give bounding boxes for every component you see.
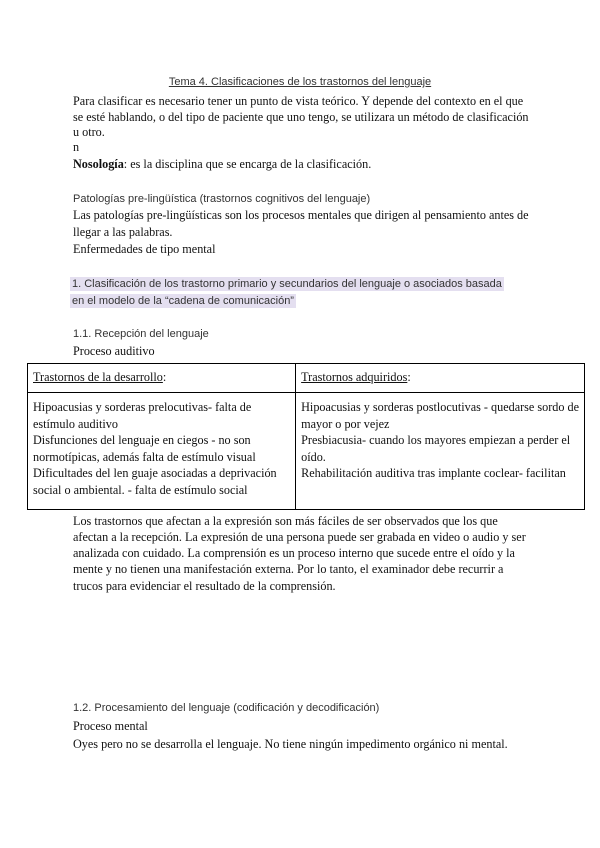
- cell-line: mayor o por vejez: [301, 416, 390, 431]
- header-suffix: :: [162, 370, 167, 384]
- table-header-cell: [296, 364, 585, 393]
- paragraph-line: trucos para evidenciar el resultado de la comprensión.: [73, 579, 336, 593]
- intro-line: Para clasificar es necesario tener un punto de vista teórico. Y depende del contexto en el que: [73, 94, 524, 108]
- cell-line: Disfunciones del lenguaje en ciegos - no son: [33, 433, 251, 447]
- table-cell-acquired: [296, 393, 585, 510]
- header-label: Trastornos adquiridos: [301, 370, 408, 384]
- cell-line: normotípicas, además falta de estímulo visual: [33, 449, 256, 464]
- nosologia-term: Nosología: [73, 157, 124, 171]
- section1-1-heading: 1.1. Recepción del lenguaje: [73, 328, 209, 340]
- cell-line: Hipoacusias y sorderas prelocutivas- falta de: [33, 400, 252, 414]
- nosologia-text: : es la disciplina que se encarga de la clasificación.: [123, 157, 372, 171]
- header-label: Trastornos de la desarrollo: [33, 370, 163, 384]
- intro-line: u otro.: [73, 125, 105, 139]
- section1-2-text: Oyes pero no se desarrolla el lenguaje. No tiene ningún impedimento orgánico ni mental.: [73, 737, 508, 751]
- paragraph-line: afectan a la recepción. La expresión de una persona puede ser grabada en video o audio y ser: [73, 530, 526, 544]
- section1-2-subtitle: Proceso mental: [73, 719, 148, 733]
- table-cell-developmental: [28, 393, 296, 510]
- intro-line: se esté hablando, o del tipo de paciente que uno tengo, se utilizara un método de clasificación: [73, 110, 529, 124]
- header-suffix: :: [407, 370, 411, 384]
- section1-heading: [70, 293, 296, 309]
- disorders-table: [27, 363, 585, 510]
- prelinguistica-line: Las patologías pre-lingüísticas son los procesos mentales que dirigen al pensamiento antes de: [73, 208, 529, 222]
- section1-heading-line: 1. Clasificación de los trastorno primario y secundarios del lenguaje o asociados basada: [72, 278, 502, 290]
- paragraph-line: Los trastornos que afectan a la expresión son más fáciles de ser observados que los que: [73, 514, 498, 528]
- prelinguistica-line: Enfermedades de tipo mental: [73, 242, 216, 256]
- intro-line: n: [73, 140, 80, 154]
- section1-2-heading: 1.2. Procesamiento del lenguaje (codificación y decodificación): [73, 702, 380, 714]
- cell-line: Presbiacusia- cuando los mayores empiezan a perder el: [301, 433, 571, 447]
- section1-heading-line: en el modelo de la “cadena de comunicación”: [72, 295, 294, 307]
- document-title: Tema 4. Clasificaciones de los trastornos del lenguaje: [168, 76, 432, 88]
- paragraph-line: analizada con cuidado. La comprensión es un proceso interno que sucede entre el oído y la: [73, 546, 515, 560]
- cell-line: Hipoacusias y sorderas postlocutivas - quedarse sordo de: [301, 400, 579, 414]
- cell-line: Dificultades del len guaje asociadas a deprivación: [33, 466, 277, 480]
- cell-line: oído.: [301, 449, 326, 464]
- cell-line: estímulo auditivo: [33, 416, 118, 431]
- paragraph-line: mente y no tienen una manifestación externa. Por lo tanto, el examinador debe recurrir a: [73, 562, 504, 576]
- cell-line: Rehabilitación auditiva tras implante coclear- facilitan: [301, 466, 566, 480]
- prelinguistica-line: llegar a las palabras.: [73, 225, 173, 239]
- section1-heading: [70, 276, 504, 292]
- table-header-cell: [28, 364, 296, 393]
- section1-1-subtitle: Proceso auditivo: [73, 344, 155, 358]
- prelinguistica-heading: Patologías pre-lingüística (trastornos cognitivos del lenguaje): [73, 193, 371, 205]
- cell-line: social o ambiental. - falta de estímulo social: [33, 482, 248, 497]
- nosologia-definition: [73, 156, 371, 172]
